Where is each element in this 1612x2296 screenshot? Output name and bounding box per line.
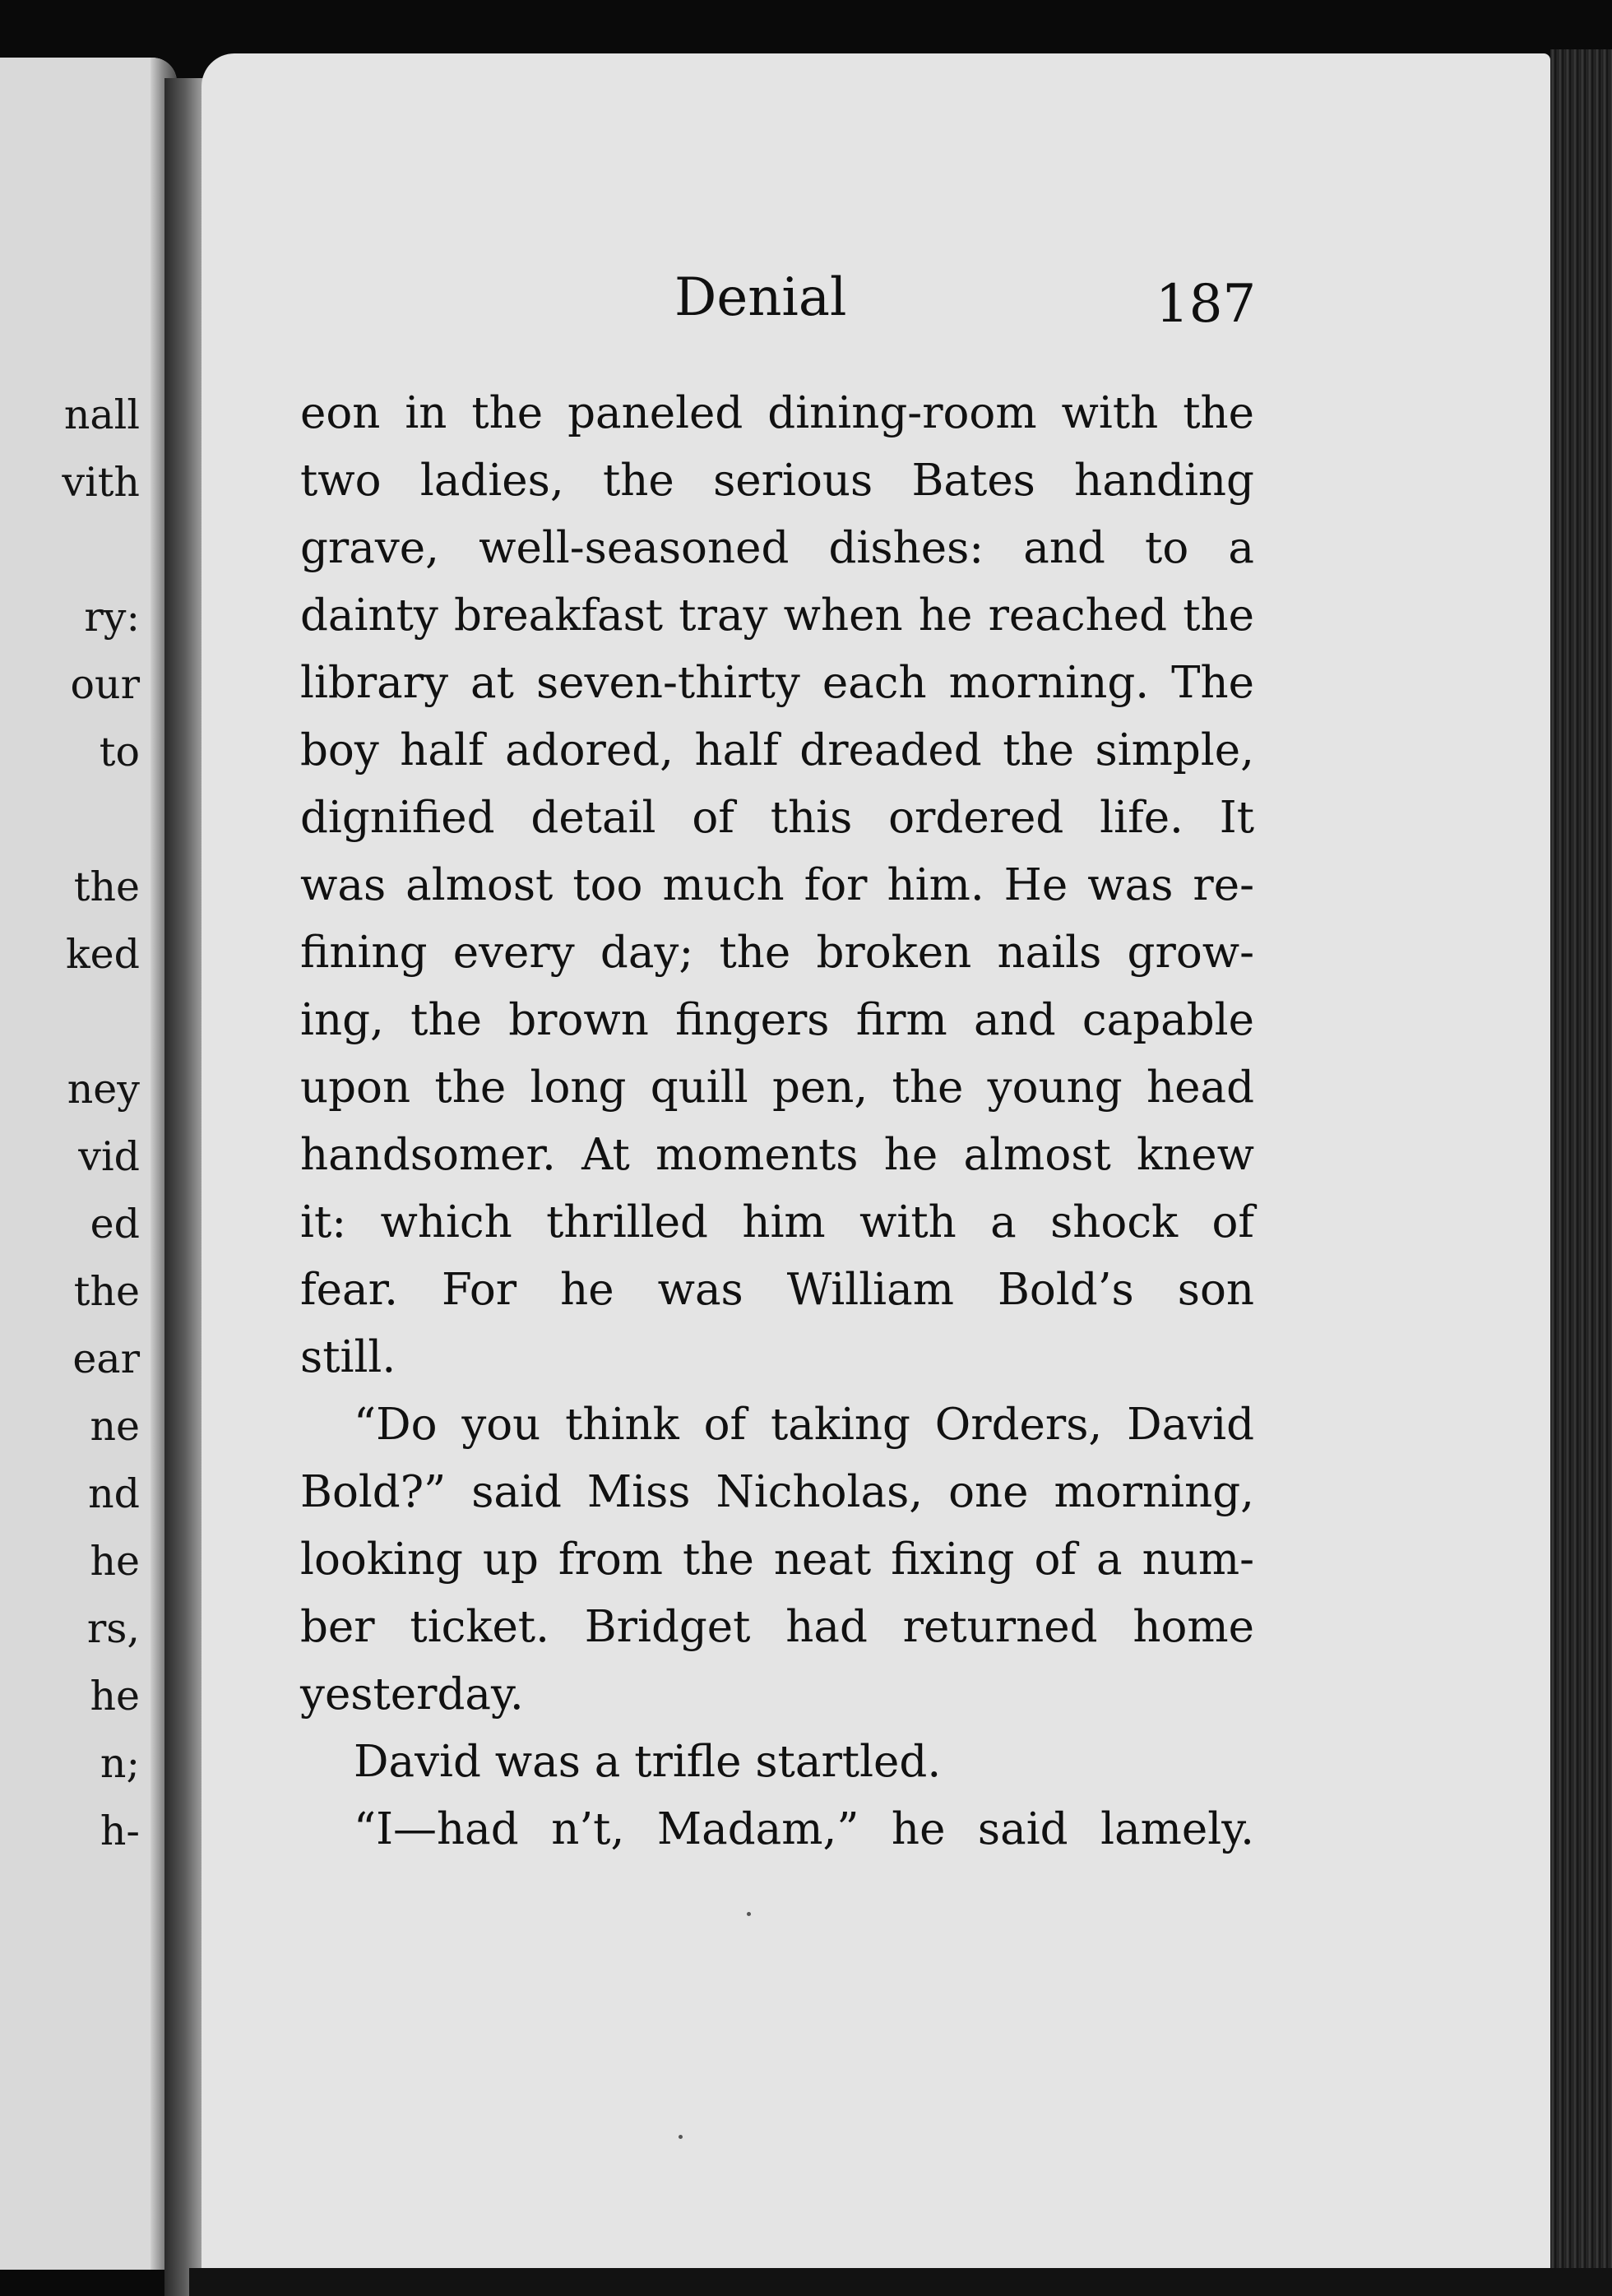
running-head: Denial [674,267,847,328]
facing-page-fragment: to [99,729,140,775]
facing-page-fragment: vid [78,1133,140,1180]
text-line-14: fear. For he was William Bold’s son [300,1265,1254,1315]
text-line-21: David was a trifle startled. [354,1737,942,1787]
text-line-15: still. [300,1332,396,1382]
text-line-12: handsomer. At moments he almost knew [300,1130,1254,1180]
text-line-8: was almost too much for him. He was re- [300,860,1254,910]
facing-page-fragment: n; [100,1740,140,1787]
facing-page-fragment: ear [72,1335,140,1382]
text-line-11: upon the long quill pen, the young head [300,1062,1254,1113]
facing-page-fragment: ked [65,931,140,978]
text-line-10: ing, the brown fingers firm and capable [300,995,1254,1045]
facing-page-fragment: nall [63,391,140,438]
facing-page-fragment: the [73,1268,140,1315]
text-line-6: boy half adored, half dreaded the simple, [300,725,1254,775]
text-line-13: it: which thrilled him with a shock of [300,1197,1254,1248]
text-line-3: grave, well-seasoned dishes: and to a [300,523,1254,573]
text-line-22: “I—had n’t, Madam,” he said lamely. [354,1804,1254,1854]
text-line-16: “Do you think of taking Orders, David [354,1400,1254,1450]
page-number: 187 [1156,274,1257,335]
facing-page-fragment: our [70,661,140,708]
facing-page-fragment: h- [100,1808,140,1854]
text-line-4: dainty breakfast tray when he reached the [300,590,1254,641]
text-line-17: Bold?” said Miss Nicholas, one morning, [300,1467,1254,1517]
text-line-19: ber ticket. Bridget had returned home [300,1602,1254,1652]
facing-page-fragment: ney [67,1066,140,1113]
page-bottom-edge [189,2268,1612,2296]
facing-page-fragment: rs, [86,1605,140,1652]
text-line-1: eon in the paneled dining-room with the [300,388,1254,438]
paper-speck [747,1912,751,1916]
text-line-20: yesterday. [300,1669,524,1720]
facing-page-fragment: ry: [84,594,140,641]
facing-page-fragment: vith [62,459,140,506]
text-line-5: library at seven-thirty each morning. The [300,658,1254,708]
page-edge-stack [1550,49,1612,2296]
text-line-7: dignified detail of this ordered life. It [300,793,1254,843]
facing-page-fragment: nd [88,1470,140,1517]
facing-page-fragment: he [90,1673,140,1720]
facing-page-fragment: ne [90,1403,140,1450]
text-line-18: looking up from the neat fixing of a num- [300,1535,1254,1585]
facing-page-fragment: ed [90,1201,140,1248]
facing-page-fragment: the [73,863,140,910]
text-line-9: fining every day; the broken nails grow- [300,928,1254,978]
paper-speck [679,2135,683,2139]
facing-page-left [0,58,177,2270]
text-line-2: two ladies, the serious Bates handing [300,456,1254,506]
facing-page-fragment: he [90,1538,140,1585]
